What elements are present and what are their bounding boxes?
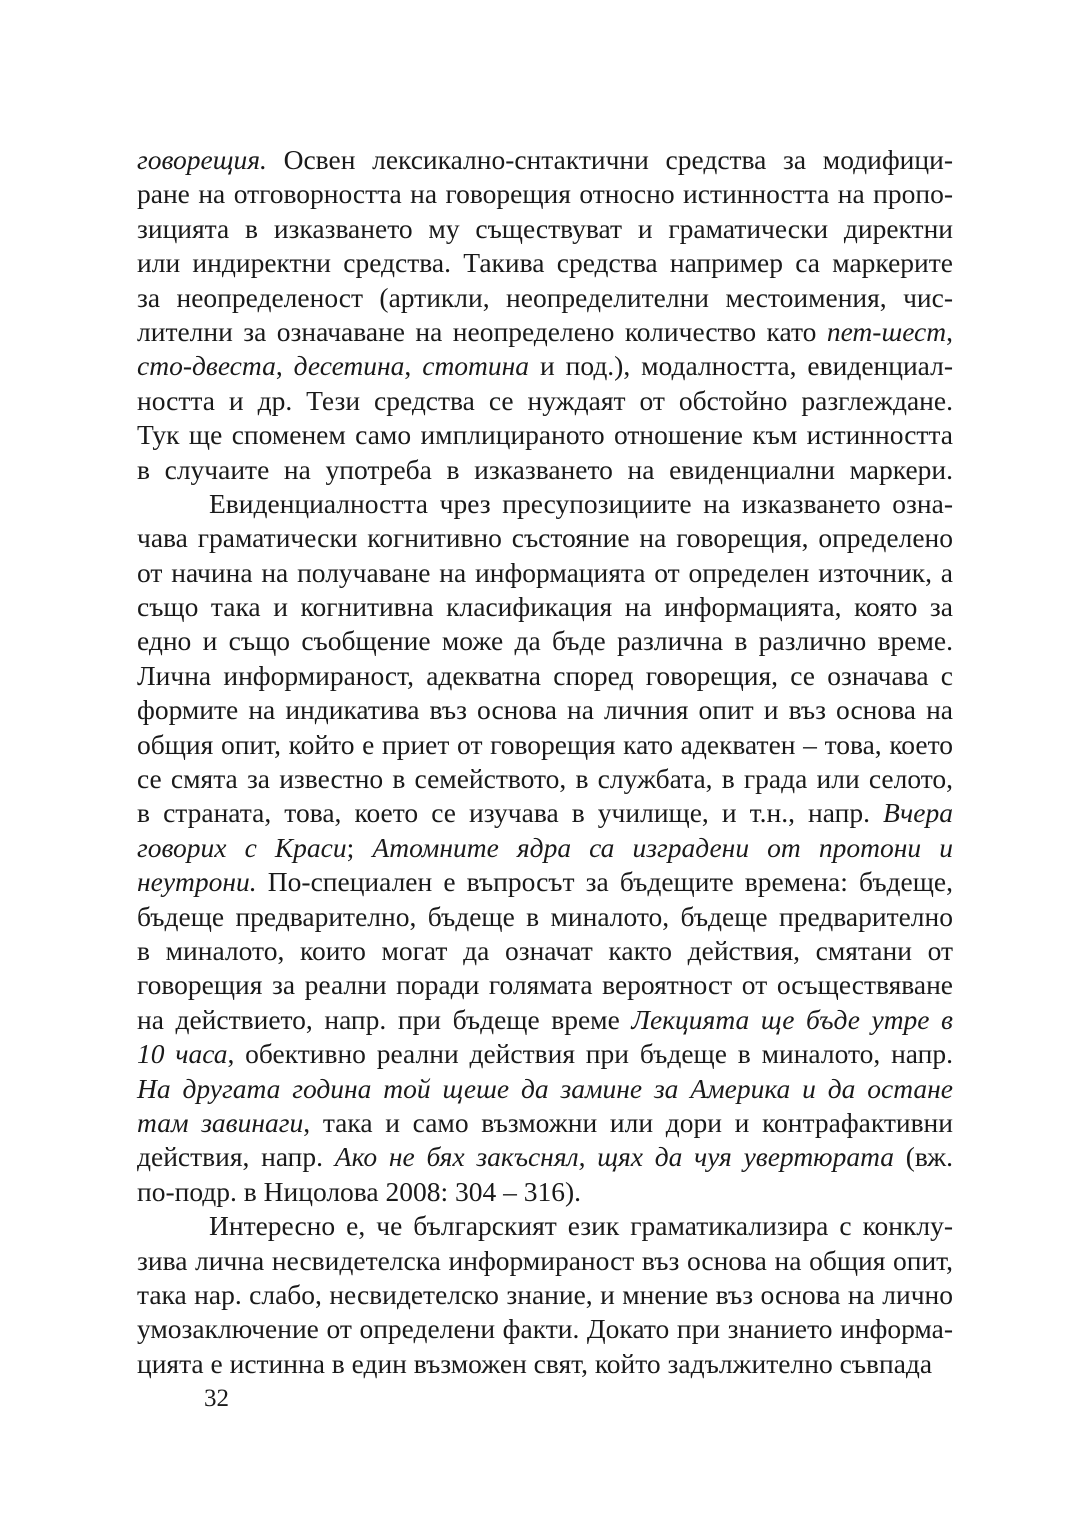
text-line [137, 865, 953, 899]
text-line [137, 384, 953, 418]
text-run: едно и също съобщение може да бъде различна в различно време. [137, 625, 953, 657]
text-run: се смята за известно в семейството, в службата, в града или селото, [137, 763, 953, 795]
text-run: зива лична несвидетелска информираност въз основа на общия опит, [137, 1244, 953, 1276]
text-run: бъдеще предварително, бъдеще в миналото, бъдеще предварително [137, 900, 953, 932]
paragraph [137, 1209, 953, 1381]
text-line [137, 556, 953, 590]
text-line [137, 1037, 953, 1071]
text-line [137, 762, 953, 796]
text-run: (вж. [894, 1141, 953, 1173]
text-line [137, 1003, 953, 1037]
italic-example: стотина [422, 350, 530, 382]
text-line [137, 1209, 953, 1243]
text-line [137, 521, 953, 555]
text-run: , [275, 350, 294, 382]
italic-example: говорещия. [137, 144, 267, 175]
text-line [137, 281, 953, 315]
text-line [137, 177, 953, 211]
text-run: ността и др. Тези средства се нуждаят от обстойно разглеждане. [137, 384, 953, 416]
italic-example: пет-шест [826, 315, 947, 347]
text-line [137, 934, 953, 968]
text-run: умозаключение от определени факти. Докато при знанието информа- [137, 1313, 953, 1345]
italic-example: Ако не бях закъснял, щях да чуя увертюрата [334, 1141, 895, 1173]
text-line [137, 1106, 953, 1140]
italic-example: Вчера [883, 797, 953, 829]
text-run: общия опит, който е приет от говорещия като адекватен – това, което [137, 728, 953, 760]
body-text [137, 143, 953, 1381]
page-number: 32 [204, 1385, 229, 1412]
text-run: зицията в изказването му съществуват и граматически директни [137, 212, 953, 244]
text-line [137, 143, 953, 177]
text-run: така нар. слабо, несвидетелско знание, и мнение въз основа на лично [137, 1278, 953, 1310]
text-line [137, 831, 953, 865]
text-run: лителни за означаване на неопределено количество като [137, 315, 827, 347]
text-run: Тук ще споменем само имплицираното отношение към истинността [137, 419, 953, 451]
text-run: говорещия за реални поради голямата вероятност от осъществяване [137, 969, 953, 1001]
text-line [137, 728, 953, 762]
text-run: цията е истинна в един възможен свят, който задължително съвпада [137, 1347, 933, 1379]
text-line [137, 212, 953, 246]
text-line [137, 590, 953, 624]
italic-example: говорих с Краси [137, 831, 347, 863]
text-run: или индиректни средства. Такива средства например са маркерите [137, 247, 953, 279]
text-line [137, 796, 953, 830]
text-run: , така и само възможни или дори и контрафактивни [303, 1106, 953, 1138]
text-run: ; [346, 831, 373, 863]
text-line [137, 453, 953, 487]
text-line [137, 246, 953, 280]
text-run: Евиденциалността чрез пресупозициите на изказването озна- [209, 487, 953, 519]
italic-example: 10 часа [137, 1038, 228, 1070]
italic-example: Лекцията ще бъде утре в [631, 1003, 953, 1035]
text-run: Интересно е, че българският език граматикализира с конклу- [209, 1210, 953, 1242]
text-run: от начина на получаване на информацията от определен източник, а [137, 556, 953, 588]
text-run: ране на отговорността на говорещия относно истинността на пропо- [137, 178, 953, 210]
text-run: формите на индикатива въз основа на личния опит и въз основа на [137, 694, 953, 726]
italic-example: сто-двеста [137, 350, 276, 382]
text-line [137, 1140, 953, 1174]
text-run: също така и когнитивна класификация на информацията, която за [137, 591, 953, 623]
text-run: по-подр. в Ницолова 2008: 304 – 316). [137, 1175, 582, 1207]
italic-example: там завинаги [137, 1106, 304, 1138]
text-line [137, 418, 953, 452]
text-line [137, 349, 953, 383]
text-line [137, 1072, 953, 1106]
text-run: за неопределеност (артикли, неопределителни местоимения, чис- [137, 281, 953, 313]
text-run: , обективно реални действия при бъдеще в миналото, напр. [227, 1038, 953, 1070]
text-run: чава граматически когнитивно състояние на говорещия, определено [137, 522, 953, 554]
text-line [137, 1244, 953, 1278]
text-run: действия, напр. [137, 1141, 335, 1173]
text-run: в миналото, които могат да означат както действия, смятани от [137, 934, 953, 966]
text-line [137, 315, 953, 349]
text-run: в страната, това, което се изучава в училище, и т.н., напр. [137, 797, 884, 829]
text-run: и под.), модалността, евиденциал- [529, 350, 953, 382]
italic-example: десетина [293, 350, 405, 382]
italic-example: На другата година той щеше да замине за Америка и да остане [137, 1072, 953, 1104]
text-line [137, 1312, 953, 1346]
text-line [137, 487, 953, 521]
text-line [137, 624, 953, 658]
text-run: на действието, напр. при бъдеще време [137, 1003, 632, 1035]
text-line [137, 900, 953, 934]
text-run: в случаите на употреба в изказването на евиденциални маркери. [137, 453, 953, 485]
paragraph [137, 487, 953, 1209]
text-line [137, 693, 953, 727]
text-run: Освен лексикално-снтактични средства за модифици- [266, 144, 953, 175]
italic-example: неутрони. [137, 866, 257, 898]
text-run: По-специален е въпросът за бъдещите времена: бъдеще, [256, 866, 953, 898]
italic-example: Атомните ядра са изградени от протони и [372, 831, 954, 863]
text-line [137, 1278, 953, 1312]
text-line [137, 1347, 953, 1381]
text-run: Лична информираност, адекватна според говорещия, се означава с [137, 659, 953, 691]
text-run: , [946, 315, 953, 347]
text-line [137, 1175, 953, 1209]
text-line [137, 968, 953, 1002]
text-line [137, 659, 953, 693]
paragraph [137, 143, 953, 487]
text-run: , [404, 350, 423, 382]
